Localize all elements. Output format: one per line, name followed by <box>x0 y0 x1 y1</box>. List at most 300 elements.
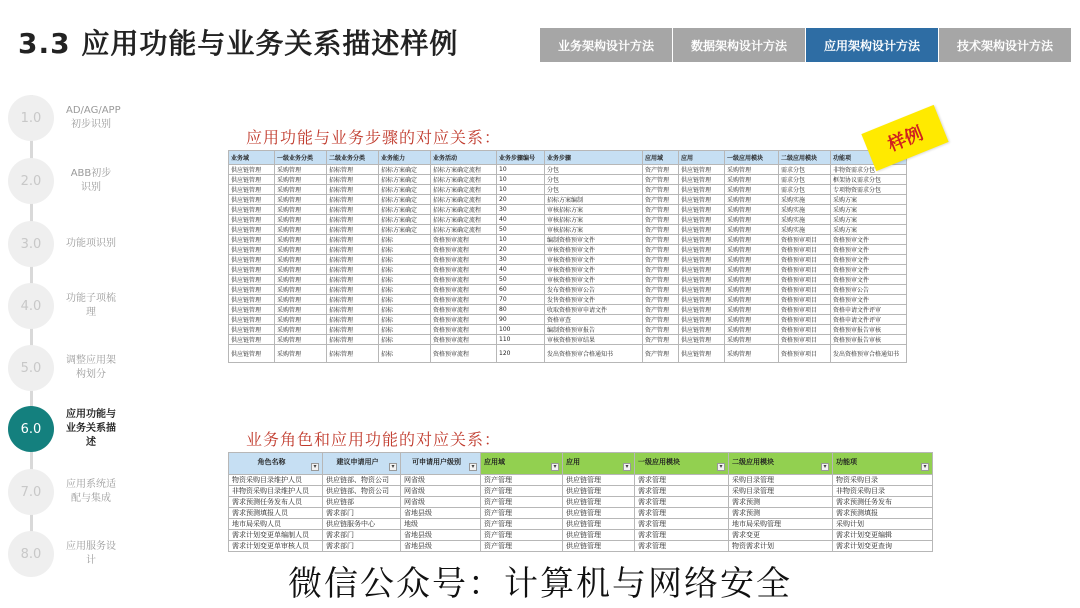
step-label: ABB初步识别 <box>70 168 112 193</box>
table1-cell: 资产管理 <box>643 205 679 215</box>
table1-cell: 资产管理 <box>643 275 679 285</box>
table2-cell: 物资采购目录维护人员 <box>229 475 323 486</box>
step-number: 3.0 <box>8 221 54 267</box>
table-row <box>229 345 907 363</box>
table-row <box>229 235 907 245</box>
table2-cell: 资产管理 <box>481 541 563 552</box>
table1-cell: 招标管理 <box>327 305 379 315</box>
table1-cell: 供应链管理 <box>229 195 275 205</box>
table1-cell: 招标 <box>379 325 431 335</box>
table1-cell: 采购管理 <box>275 325 327 335</box>
table1-cell: 招标 <box>379 335 431 345</box>
table1-cell: 供应链管理 <box>229 185 275 195</box>
table1-cell: 采购管理 <box>725 325 779 335</box>
function-step-table <box>228 150 907 363</box>
table1-cell: 供应链管理 <box>229 325 275 335</box>
table1-cell: 采购管理 <box>275 345 327 363</box>
table-row <box>229 486 933 497</box>
table2-cell: 供应链管理 <box>563 475 635 486</box>
table1-cell: 收取资格预审申请文件 <box>545 305 643 315</box>
table1-cell: 招标管理 <box>327 205 379 215</box>
table1-cell: 资格预审项目 <box>779 285 831 295</box>
table1-header: 业务步骤 <box>545 151 643 165</box>
table1-cell: 采购管理 <box>725 205 779 215</box>
table1-cell: 供应链管理 <box>229 215 275 225</box>
table2-cell: 资产管理 <box>481 519 563 530</box>
table1-header: 应用域 <box>643 151 679 165</box>
table1-cell: 供应链管理 <box>679 225 725 235</box>
step-7[interactable] <box>8 469 128 515</box>
table2-header-label: 建议申请用户 <box>336 457 379 466</box>
table-row <box>229 325 907 335</box>
table1-cell: 采购管理 <box>275 275 327 285</box>
table2-header <box>481 453 563 475</box>
step-4[interactable] <box>8 283 128 329</box>
table1-cell: 审核招标方案 <box>545 215 643 225</box>
table1-cell: 资格预审流程 <box>431 245 497 255</box>
table-row <box>229 497 933 508</box>
filter-dropdown-icon[interactable]: ▾ <box>623 463 631 471</box>
table1-cell: 招标方案确定 <box>379 195 431 205</box>
filter-dropdown-icon[interactable]: ▾ <box>921 463 929 471</box>
table1-cell: 审核资格预审文件 <box>545 275 643 285</box>
table1-cell: 采购管理 <box>725 315 779 325</box>
table2-cell: 供应链管理 <box>563 541 635 552</box>
table1-cell: 供应链管理 <box>229 235 275 245</box>
table1-cell: 资格申请文件评审 <box>831 315 907 325</box>
table1-cell: 资产管理 <box>643 285 679 295</box>
table1-cell: 非物资需求分包 <box>831 165 907 175</box>
table1-cell: 80 <box>497 305 545 315</box>
table1-cell: 供应链管理 <box>679 305 725 315</box>
table1-header: 一级应用模块 <box>725 151 779 165</box>
table1-cell: 资格预审报告审核 <box>831 325 907 335</box>
table1-cell: 供应链管理 <box>229 285 275 295</box>
table1-cell: 采购管理 <box>275 305 327 315</box>
table1-cell: 110 <box>497 335 545 345</box>
table1-cell: 采购管理 <box>725 255 779 265</box>
table2-cell: 资产管理 <box>481 508 563 519</box>
table1-cell: 20 <box>497 245 545 255</box>
table1-cell: 审核资格预审文件 <box>545 265 643 275</box>
step-label: 功能项识别 <box>66 238 116 249</box>
table2-header <box>833 453 933 475</box>
table1-cell: 资格预审文件 <box>831 275 907 285</box>
table1-cell: 采购管理 <box>725 225 779 235</box>
step-number: 5.0 <box>8 345 54 391</box>
table2-cell: 网省级 <box>401 475 481 486</box>
table2-cell: 省地县级 <box>401 541 481 552</box>
table1-cell: 招标方案确定 <box>379 225 431 235</box>
table1-cell: 采购管理 <box>725 345 779 363</box>
table1-header: 业务域 <box>229 151 275 165</box>
table1-cell: 资格预审项目 <box>779 295 831 305</box>
table1-cell: 资产管理 <box>643 225 679 235</box>
step-1[interactable] <box>8 95 128 141</box>
sample-stamp: 样例 <box>861 105 948 171</box>
table1-cell: 资格预审项目 <box>779 325 831 335</box>
table1-cell: 招标管理 <box>327 175 379 185</box>
section-title-role-functions: 业务角色和应用功能的对应关系： <box>246 430 502 449</box>
table2-cell: 供应链部 <box>323 497 401 508</box>
table1-cell: 资格预审项目 <box>779 235 831 245</box>
table1-cell: 资格预审流程 <box>431 335 497 345</box>
table1-cell: 资格预审文件 <box>831 235 907 245</box>
table1-cell: 供应链管理 <box>679 165 725 175</box>
table1-cell: 招标方案确定流程 <box>431 195 497 205</box>
tab-1[interactable]: 业务架构设计方法 <box>540 28 673 62</box>
table1-cell: 资格预审项目 <box>779 335 831 345</box>
table2-cell: 需求预测 <box>729 497 833 508</box>
table1-cell: 招标管理 <box>327 345 379 363</box>
table1-cell: 资产管理 <box>643 305 679 315</box>
table1-cell: 招标 <box>379 285 431 295</box>
table1-cell: 资格预审流程 <box>431 345 497 363</box>
table2-header-label: 角色名称 <box>257 457 286 466</box>
table-row <box>229 225 907 235</box>
table1-cell: 供应链管理 <box>229 335 275 345</box>
table1-cell: 采购管理 <box>275 185 327 195</box>
table2-header <box>401 453 481 475</box>
table1-header: 功能项 <box>831 151 907 165</box>
table1-cell: 资格预审项目 <box>779 305 831 315</box>
table-row <box>229 205 907 215</box>
table1-cell: 资格预审项目 <box>779 315 831 325</box>
table1-cell: 资产管理 <box>643 345 679 363</box>
table-row <box>229 185 907 195</box>
table1-cell: 发售资格预审文件 <box>545 295 643 305</box>
step-5[interactable] <box>8 345 128 391</box>
table2-cell: 物资采购目录 <box>833 475 933 486</box>
table1-cell: 采购管理 <box>275 175 327 185</box>
table1-cell: 资产管理 <box>643 335 679 345</box>
step-3[interactable] <box>8 221 128 267</box>
table1-cell: 招标方案确定流程 <box>431 205 497 215</box>
table1-cell: 采购管理 <box>725 265 779 275</box>
step-2[interactable] <box>8 158 128 204</box>
table2-cell: 资产管理 <box>481 497 563 508</box>
table1-cell: 发出资格预审合格通知书 <box>831 345 907 363</box>
table1-cell: 供应链管理 <box>229 225 275 235</box>
table1-cell: 审核资格预审结果 <box>545 335 643 345</box>
table1-cell: 发出资格预审合格通知书 <box>545 345 643 363</box>
table2-cell: 地级 <box>401 519 481 530</box>
table1-cell: 采购管理 <box>725 245 779 255</box>
table1-cell: 120 <box>497 345 545 363</box>
step-number: 2.0 <box>8 158 54 204</box>
step-label: 功能子项梳理 <box>66 293 116 318</box>
table2-cell: 需求部门 <box>323 508 401 519</box>
table1-cell: 采购管理 <box>725 335 779 345</box>
table1-cell: 资格预审流程 <box>431 315 497 325</box>
table-row <box>229 508 933 519</box>
table2-header <box>635 453 729 475</box>
table1-cell: 资格预审项目 <box>779 275 831 285</box>
table1-cell: 招标 <box>379 295 431 305</box>
table1-cell: 招标管理 <box>327 335 379 345</box>
table1-cell: 供应链管理 <box>229 265 275 275</box>
table2-cell: 需求变更 <box>729 530 833 541</box>
table1-header: 一级业务分类 <box>275 151 327 165</box>
table-row <box>229 195 907 205</box>
table1-cell: 招标管理 <box>327 315 379 325</box>
table2-cell: 供应链管理 <box>563 497 635 508</box>
table-row <box>229 530 933 541</box>
table1-cell: 60 <box>497 285 545 295</box>
table1-cell: 资格预审流程 <box>431 325 497 335</box>
table1-cell: 100 <box>497 325 545 335</box>
table1-cell: 供应链管理 <box>229 305 275 315</box>
table1-header: 二级业务分类 <box>327 151 379 165</box>
table2-header <box>563 453 635 475</box>
table-row <box>229 275 907 285</box>
table2-cell: 需求计划变更单审核人员 <box>229 541 323 552</box>
table-row <box>229 285 907 295</box>
table1-cell: 招标管理 <box>327 285 379 295</box>
table1-cell: 采购管理 <box>725 215 779 225</box>
table1-cell: 招标方案确定流程 <box>431 215 497 225</box>
table-row <box>229 265 907 275</box>
table1-cell: 招标管理 <box>327 215 379 225</box>
table1-cell: 采购方案 <box>831 215 907 225</box>
table1-cell: 采购管理 <box>725 185 779 195</box>
table1-cell: 供应链管理 <box>229 295 275 305</box>
table1-cell: 分包 <box>545 165 643 175</box>
table1-cell: 供应链管理 <box>229 345 275 363</box>
table2-cell: 需求计划变更单编制人员 <box>229 530 323 541</box>
table1-cell: 招标管理 <box>327 195 379 205</box>
table1-cell: 招标管理 <box>327 295 379 305</box>
tab-4[interactable]: 技术架构设计方法 <box>939 28 1072 62</box>
table1-cell: 供应链管理 <box>679 315 725 325</box>
table1-cell: 招标 <box>379 275 431 285</box>
table1-cell: 资格预审流程 <box>431 285 497 295</box>
table1-cell: 资产管理 <box>643 185 679 195</box>
table1-cell: 50 <box>497 225 545 235</box>
table1-cell: 发布资格预审公告 <box>545 285 643 295</box>
table2-cell: 需求预测填报 <box>833 508 933 519</box>
table2-header-label: 应用域 <box>484 457 505 466</box>
table2-cell: 需求管理 <box>635 519 729 530</box>
table1-cell: 资格申请文件评审 <box>831 305 907 315</box>
table1-cell: 招标 <box>379 315 431 325</box>
table1-cell: 70 <box>497 295 545 305</box>
table1-cell: 资格预审流程 <box>431 235 497 245</box>
table1-cell: 招标方案确定流程 <box>431 185 497 195</box>
filter-dropdown-icon[interactable]: ▾ <box>821 463 829 471</box>
table1-cell: 供应链管理 <box>679 185 725 195</box>
table2-cell: 资产管理 <box>481 486 563 497</box>
table1-cell: 采购管理 <box>275 285 327 295</box>
table2-cell: 供应链管理 <box>563 530 635 541</box>
table1-cell: 10 <box>497 235 545 245</box>
table2-cell: 需求计划变更编辑 <box>833 530 933 541</box>
table2-cell: 需求管理 <box>635 541 729 552</box>
tab-2[interactable]: 数据架构设计方法 <box>673 28 806 62</box>
step-6[interactable] <box>8 406 128 452</box>
table1-cell: 招标 <box>379 345 431 363</box>
table1-cell: 资格预审文件 <box>831 265 907 275</box>
table1-cell: 资产管理 <box>643 165 679 175</box>
table1-cell: 供应链管理 <box>229 205 275 215</box>
table2-cell: 供应链部、物资公司 <box>323 475 401 486</box>
table1-cell: 供应链管理 <box>229 165 275 175</box>
table-row <box>229 475 933 486</box>
method-tabs <box>540 28 1072 62</box>
table1-cell: 供应链管理 <box>679 345 725 363</box>
filter-dropdown-icon[interactable]: ▾ <box>717 463 725 471</box>
table2-cell: 供应链服务中心 <box>323 519 401 530</box>
table1-cell: 分包 <box>545 175 643 185</box>
table1-cell: 审核资格预审文件 <box>545 245 643 255</box>
table2-cell: 网省级 <box>401 486 481 497</box>
page-title: 3.3 应用功能与业务关系描述样例 <box>18 27 459 60</box>
table1-cell: 采购实施 <box>779 195 831 205</box>
table1-cell: 供应链管理 <box>679 335 725 345</box>
table1-cell: 资格预审流程 <box>431 305 497 315</box>
table1-cell: 招标 <box>379 255 431 265</box>
table2-cell: 资产管理 <box>481 475 563 486</box>
table2-cell: 供应链管理 <box>563 519 635 530</box>
table1-cell: 招标管理 <box>327 185 379 195</box>
table1-cell: 招标 <box>379 305 431 315</box>
table2-cell: 需求预测任务发布 <box>833 497 933 508</box>
table1-cell: 采购管理 <box>275 195 327 205</box>
table1-header: 二级应用模块 <box>779 151 831 165</box>
table-row <box>229 305 907 315</box>
table1-cell: 需求分包 <box>779 175 831 185</box>
table1-cell: 招标管理 <box>327 255 379 265</box>
table2-cell: 需求管理 <box>635 530 729 541</box>
step-label: 应用系统适配与集成 <box>66 479 116 504</box>
table2-cell: 地市局采购人员 <box>229 519 323 530</box>
table2-cell: 供应链管理 <box>563 508 635 519</box>
table2-cell: 采购目录管理 <box>729 475 833 486</box>
table1-cell: 招标管理 <box>327 165 379 175</box>
table1-cell: 采购方案 <box>831 225 907 235</box>
step-number: 6.0 <box>8 406 54 452</box>
table2-cell: 采购计划 <box>833 519 933 530</box>
filter-dropdown-icon[interactable]: ▾ <box>551 463 559 471</box>
table1-cell: 编制资格预审报告 <box>545 325 643 335</box>
table1-cell: 资格预审项目 <box>779 255 831 265</box>
table1-cell: 需求分包 <box>779 185 831 195</box>
table2-cell: 需求预测填报人员 <box>229 508 323 519</box>
table-row <box>229 315 907 325</box>
table1-cell: 审核招标方案 <box>545 225 643 235</box>
table1-cell: 采购管理 <box>275 295 327 305</box>
table1-header: 应用 <box>679 151 725 165</box>
table-row <box>229 519 933 530</box>
table-row <box>229 335 907 345</box>
table1-cell: 供应链管理 <box>679 255 725 265</box>
table2-cell: 物资需求计划 <box>729 541 833 552</box>
table1-cell: 审核招标方案 <box>545 205 643 215</box>
table1-cell: 资格预审流程 <box>431 295 497 305</box>
table1-cell: 采购管理 <box>725 195 779 205</box>
table1-cell: 20 <box>497 195 545 205</box>
table1-cell: 招标方案确定流程 <box>431 175 497 185</box>
table1-cell: 供应链管理 <box>229 255 275 265</box>
table1-cell: 招标 <box>379 265 431 275</box>
table1-cell: 招标管理 <box>327 265 379 275</box>
table2-cell: 供应链管理 <box>563 486 635 497</box>
table2-header-label: 可申请用户级别 <box>412 457 461 466</box>
table2-header-label: 功能项 <box>836 457 857 466</box>
table1-cell: 10 <box>497 165 545 175</box>
table2-cell: 采购目录管理 <box>729 486 833 497</box>
table1-cell: 30 <box>497 255 545 265</box>
table1-cell: 40 <box>497 265 545 275</box>
table2-cell: 需求预测 <box>729 508 833 519</box>
table1-cell: 采购管理 <box>725 165 779 175</box>
table2-cell: 需求部门 <box>323 541 401 552</box>
section-title-function-steps: 应用功能与业务步骤的对应关系： <box>246 128 502 147</box>
table1-cell: 采购管理 <box>275 205 327 215</box>
filter-dropdown-icon[interactable]: ▾ <box>311 463 319 471</box>
step-number: 7.0 <box>8 469 54 515</box>
table2-cell: 资产管理 <box>481 530 563 541</box>
table1-cell: 采购管理 <box>275 335 327 345</box>
step-number: 4.0 <box>8 283 54 329</box>
table1-cell: 采购实施 <box>779 225 831 235</box>
table2-cell: 需求预测任务发布人员 <box>229 497 323 508</box>
table1-cell: 供应链管理 <box>679 235 725 245</box>
table1-cell: 供应链管理 <box>679 245 725 255</box>
table1-cell: 采购方案 <box>831 195 907 205</box>
table1-cell: 采购管理 <box>725 305 779 315</box>
table1-cell: 采购管理 <box>275 315 327 325</box>
step-label: 调整应用架构划分 <box>66 355 116 380</box>
table1-cell: 采购管理 <box>275 255 327 265</box>
table2-cell: 非物资采购目录维护人员 <box>229 486 323 497</box>
table2-header-label: 应用 <box>566 457 580 466</box>
table1-header: 业务能力 <box>379 151 431 165</box>
table1-cell: 招标管理 <box>327 325 379 335</box>
table1-cell: 采购方案 <box>831 205 907 215</box>
table1-cell: 40 <box>497 215 545 225</box>
footer-watermark: 微信公众号：计算机与网络安全 <box>288 564 792 604</box>
table1-cell: 资产管理 <box>643 325 679 335</box>
table1-cell: 供应链管理 <box>679 275 725 285</box>
table1-cell: 供应链管理 <box>229 245 275 255</box>
table-row <box>229 215 907 225</box>
step-label: 应用服务设计 <box>66 541 116 566</box>
table2-header-label: 一级应用模块 <box>638 457 680 466</box>
table1-cell: 审核资格预审文件 <box>545 255 643 265</box>
table1-cell: 10 <box>497 175 545 185</box>
table1-cell: 招标方案确定 <box>379 215 431 225</box>
table2-header <box>729 453 833 475</box>
table1-cell: 编制资格预审文件 <box>545 235 643 245</box>
table-row <box>229 295 907 305</box>
table2-cell: 需求管理 <box>635 475 729 486</box>
table2-cell: 省地县级 <box>401 530 481 541</box>
table1-cell: 供应链管理 <box>679 205 725 215</box>
tab-3[interactable]: 应用架构设计方法 <box>806 28 939 62</box>
table1-cell: 分包 <box>545 185 643 195</box>
filter-dropdown-icon[interactable]: ▾ <box>389 463 397 471</box>
table1-cell: 招标方案确定 <box>379 185 431 195</box>
filter-dropdown-icon[interactable]: ▾ <box>469 463 477 471</box>
step-label: 应用功能与业务关系描述 <box>66 409 116 448</box>
table1-cell: 招标方案确定流程 <box>431 225 497 235</box>
table1-cell: 资格预审报告审核 <box>831 335 907 345</box>
table1-cell: 采购管理 <box>275 235 327 245</box>
table1-cell: 资格审查 <box>545 315 643 325</box>
table1-cell: 资格预审项目 <box>779 345 831 363</box>
table1-cell: 资格预审流程 <box>431 275 497 285</box>
